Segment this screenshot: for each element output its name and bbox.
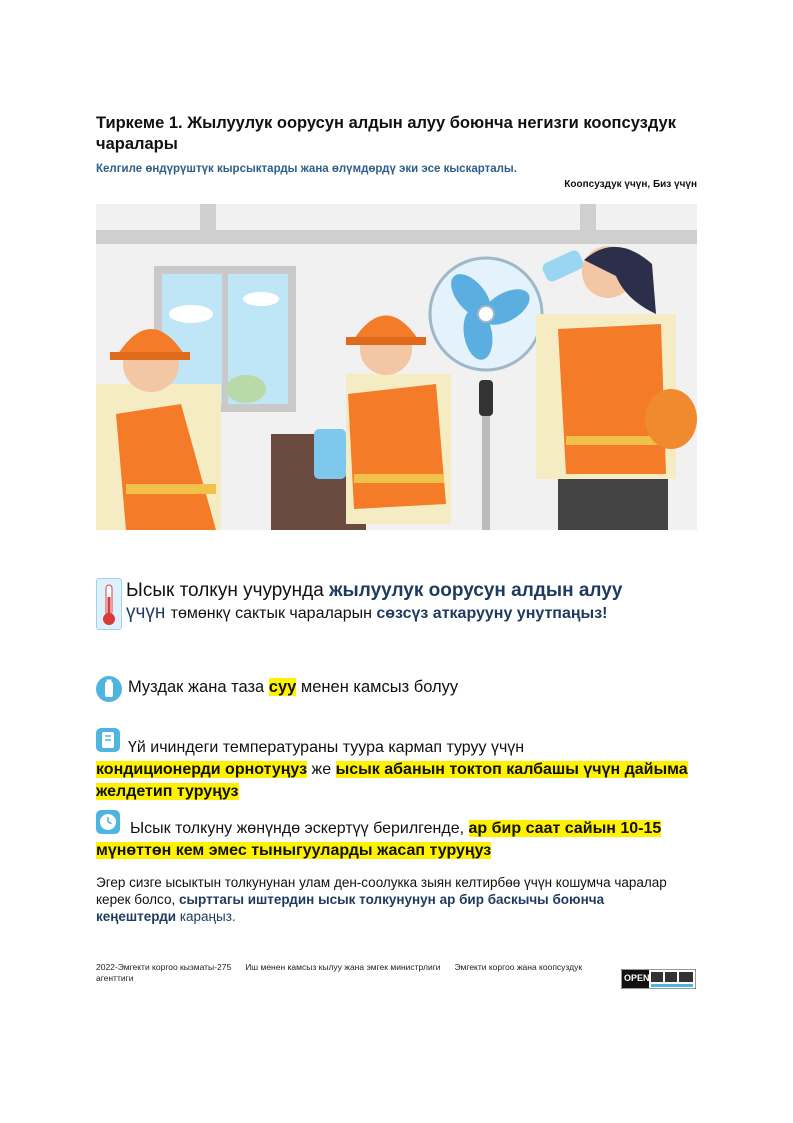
lead-part5: сөзсүз аткарууну унутпаңыз! <box>376 605 608 622</box>
lead-part4: төмөнкү сактык чараларын <box>170 605 377 622</box>
lead-part2: жылуулук оорусун алдын алуу <box>329 580 623 601</box>
rest-highlight: ар бир саат сайын 10-15 мүнөттөн кем эмес тыныгууларды жасап туруңуз <box>96 820 662 859</box>
more-part2: караңыз. <box>176 909 236 924</box>
additional-info <box>96 874 676 925</box>
subtitle: Келгиле өндүрүштүк кырсыктарды жана өлүмдөрдү эки эсе кыскарталы. <box>96 163 517 175</box>
footer-code: 2022-Эмгекти коргоо кызматы-275 <box>96 962 232 972</box>
water-item <box>128 676 688 698</box>
thermometer-icon <box>96 578 122 630</box>
ac-highlight-1: кондиционерди орнотуңуз <box>96 761 308 778</box>
heat-workers-illustration <box>96 204 697 530</box>
ac-part1: Үй ичиндеги температураны туура кармап туруу үчүн <box>128 739 525 756</box>
water-bottle-icon <box>96 676 122 702</box>
water-part2: менен камсыз болуу <box>296 678 459 696</box>
page-title: Тиркеме 1. Жылуулук оорусун алдын алуу боюнча негизги коопсуздук чаралары <box>96 114 676 153</box>
open-license-logo <box>621 969 696 989</box>
footer <box>96 962 616 984</box>
ac-part2: же <box>307 761 336 778</box>
more-part1: Эгер сизге ысыктын толкунунан улам ден-соолукка зыян келтирбөө үчүн кошумча чаралар керек болсо, <box>96 875 667 907</box>
footer-ministry: Иш менен камсыз кылуу жана эмгек министрлиги <box>245 962 441 972</box>
tagline: Коопсуздук үчүн, Биз үчүн <box>564 179 697 190</box>
rest-item <box>96 818 696 862</box>
water-highlight: суу <box>268 678 297 696</box>
svg-text:OPEN: OPEN <box>624 973 650 983</box>
ac-item <box>96 737 696 803</box>
more-link[interactable]: сырттагы иштердин ысык толкунунун ар бир баскычы боюнча кеңештерди <box>96 892 605 924</box>
footer-agency: Эмгекти коргоо жана коопсуздук агенттиги <box>96 962 583 983</box>
water-part1: Муздак жана таза <box>128 678 269 696</box>
lead-part3: үчүн <box>126 602 171 623</box>
ac-highlight-2: ысык абанын токтоп калбашы үчүн дайыма желдетип туруңуз <box>96 761 688 800</box>
rest-part1: Ысык толкуну жөнүндө эскертүү берилгенде, <box>130 820 469 837</box>
lead-part1: Ысык толкун учурунда <box>126 580 330 601</box>
lead-text <box>126 580 626 625</box>
